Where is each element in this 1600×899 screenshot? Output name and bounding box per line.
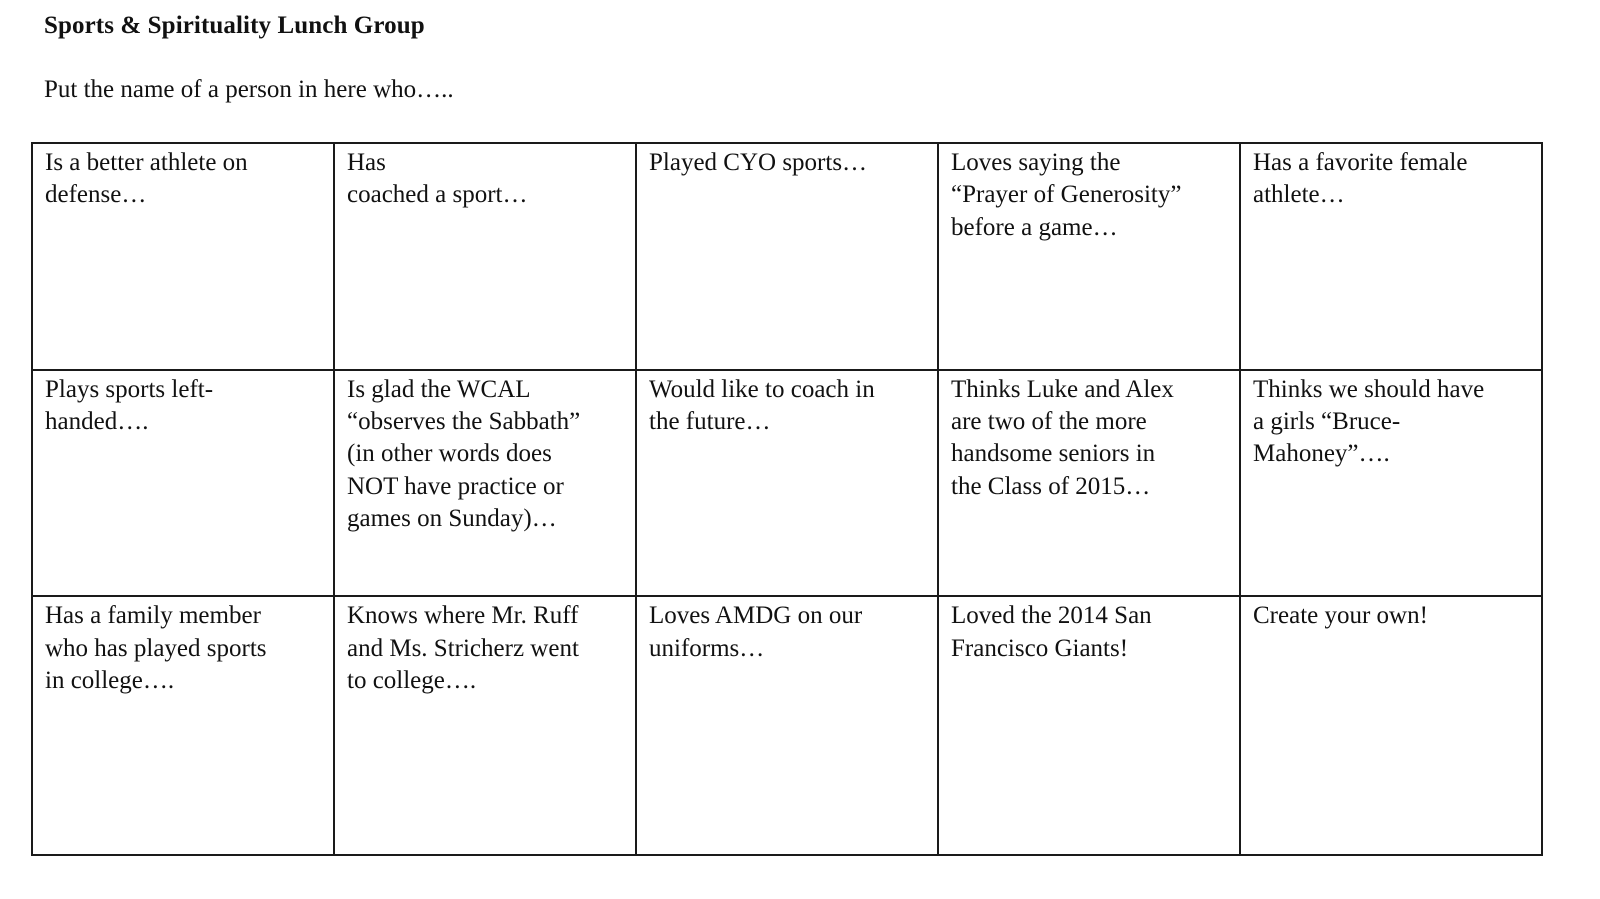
grid-cell-sf-giants[interactable]: [938, 596, 1240, 855]
grid-cell-prompt: Plays sports left- handed….: [45, 375, 214, 436]
grid-cell-prompt: Thinks Luke and Alex are two of the more handsome seniors in the Class of 2015…: [951, 375, 1174, 500]
grid-cell-coach-future[interactable]: [636, 370, 938, 597]
grid-cell-wcal-sabbath[interactable]: [334, 370, 636, 597]
grid-cell-left-handed[interactable]: [32, 370, 334, 597]
grid-row: [32, 370, 1542, 597]
grid-cell-prompt: Would like to coach in the future…: [649, 375, 875, 436]
grid-cell-prompt: Is a better athlete on defense…: [45, 149, 248, 209]
grid-cell-prompt: Create your own!: [1253, 602, 1428, 630]
grid-cell-create-your-own[interactable]: [1240, 596, 1542, 855]
grid-cell-prompt: Loves AMDG on our uniforms…: [649, 602, 863, 662]
grid-cell-prompt: Loved the 2014 San Francisco Giants!: [951, 602, 1152, 662]
grid-cell-prompt: Is glad the WCAL “observes the Sabbath” (in other words does NOT have practice or games on Sunday)…: [347, 375, 581, 533]
grid-cell-prompt: Has coached a sport…: [347, 149, 528, 209]
grid-cell-prayer-of-generosity[interactable]: [938, 143, 1240, 370]
grid-row: [32, 596, 1542, 855]
grid-cell-handsome-seniors[interactable]: [938, 370, 1240, 597]
instruction-text: Put the name of a person in here who…..: [44, 76, 454, 103]
grid-cell-girls-bruce-mahoney[interactable]: [1240, 370, 1542, 597]
grid-cell-prompt: Has a favorite female athlete…: [1253, 149, 1468, 209]
page-title: Sports & Spirituality Lunch Group: [44, 12, 425, 39]
bingo-grid: [31, 142, 1543, 856]
grid-cell-prompt: Knows where Mr. Ruff and Ms. Stricherz went to college….: [347, 602, 579, 695]
grid-cell-defense-athlete[interactable]: [32, 143, 334, 370]
grid-cell-favorite-female-athlete[interactable]: [1240, 143, 1542, 370]
grid-cell-cyo-sports[interactable]: [636, 143, 938, 370]
grid-cell-teachers-college[interactable]: [334, 596, 636, 855]
grid-cell-prompt: Thinks we should have a girls “Bruce- Mahoney”….: [1253, 375, 1485, 468]
grid-cell-prompt: Has a family member who has played sports in college….: [45, 602, 267, 695]
grid-cell-prompt: Played CYO sports…: [649, 149, 868, 176]
grid-cell-family-college-sports[interactable]: [32, 596, 334, 855]
grid-cell-amdg-uniforms[interactable]: [636, 596, 938, 855]
grid-row: [32, 143, 1542, 370]
grid-cell-prompt: Loves saying the “Prayer of Generosity” before a game…: [951, 149, 1182, 241]
grid-cell-coached-sport[interactable]: [334, 143, 636, 370]
